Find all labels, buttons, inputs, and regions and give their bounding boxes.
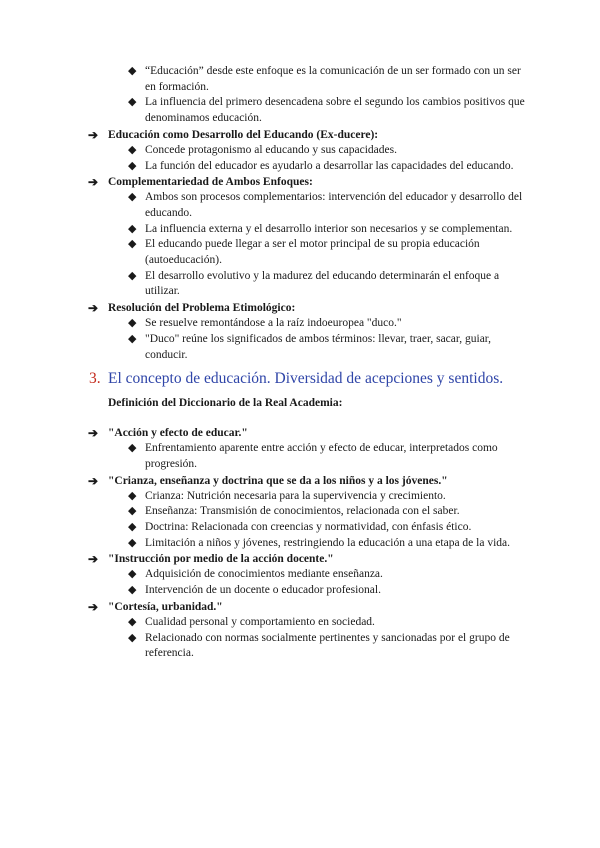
- subheading: Definición del Diccionario de la Real Academia:: [108, 397, 343, 410]
- list-item: [0, 583, 525, 599]
- diamond-bullet-icon: ◆: [128, 442, 137, 455]
- list-item: [0, 237, 525, 268]
- diamond-bullet-icon: ◆: [128, 317, 137, 330]
- diamond-bullet-icon: ◆: [128, 584, 137, 597]
- list-item: [0, 222, 525, 238]
- list-item: [0, 441, 525, 472]
- arrow-right-icon: ➔: [88, 599, 99, 614]
- diamond-bullet-icon: ◆: [128, 332, 137, 345]
- arrow-heading-text: "Cortesía, urbanidad.": [108, 600, 223, 613]
- diamond-bullet-icon: ◆: [128, 238, 137, 251]
- list-item-text: La influencia del primero desencadena sobre el segundo los cambios positivos que denominamos educación.: [145, 96, 525, 125]
- list-item: [0, 143, 525, 159]
- list-item: [0, 159, 525, 175]
- diamond-bullet-icon: ◆: [128, 505, 137, 518]
- list-item: [0, 95, 525, 126]
- list-item-text: Enfrentamiento aparente entre acción y efecto de educar, interpretados como progresión.: [145, 442, 498, 470]
- list-item: [0, 316, 525, 332]
- diamond-bullet-icon: ◆: [128, 631, 137, 644]
- list-item-text: Doctrina: Relacionada con creencias y normatividad, con énfasis ético.: [145, 521, 472, 534]
- list-item: [0, 190, 525, 221]
- list-item: [0, 631, 525, 662]
- list-item-text: Adquisición de conocimientos mediante enseñanza.: [145, 568, 383, 581]
- list-item-text: El desarrollo evolutivo y la madurez del educando determinarán el enfoque a utilizar.: [145, 269, 500, 298]
- diamond-bullet-icon: ◆: [128, 568, 137, 581]
- list-item-text: La función del educador es ayudarlo a desarrollar las capacidades del educando.: [145, 159, 514, 172]
- arrow-heading-text: "Acción y efecto de educar.": [108, 427, 248, 440]
- list-item-text: Concede protagonismo al educando y sus capacidades.: [145, 143, 397, 156]
- arrow-right-icon: ➔: [88, 473, 99, 488]
- arrow-heading: [0, 599, 528, 615]
- diamond-bullet-icon: ◆: [128, 615, 137, 628]
- arrow-heading: [0, 473, 528, 489]
- list-item-text: La influencia externa y el desarrollo interior son necesarios y se complementan.: [145, 222, 513, 235]
- diamond-bullet-icon: ◆: [128, 536, 137, 549]
- arrow-right-icon: ➔: [88, 552, 99, 567]
- list-item-text: Crianza: Nutrición necesaria para la supervivencia y crecimiento.: [145, 489, 446, 502]
- diamond-bullet-icon: ◆: [128, 269, 137, 282]
- list-item: [0, 489, 525, 505]
- arrow-heading-text: Educación como Desarrollo del Educando (Ex-ducere):: [108, 128, 379, 141]
- arrow-heading: [0, 127, 528, 143]
- list-item: [0, 64, 525, 95]
- diamond-bullet-icon: ◆: [128, 159, 137, 172]
- arrow-heading-text: Resolución del Problema Etimológico:: [108, 302, 296, 315]
- arrow-right-icon: ➔: [88, 175, 99, 190]
- arrow-heading: [0, 174, 528, 190]
- diamond-bullet-icon: ◆: [128, 65, 137, 77]
- diamond-bullet-icon: ◆: [128, 96, 137, 109]
- list-item-text: Ambos son procesos complementarios: intervención del educador y desarrollo del educando.: [145, 191, 523, 219]
- arrow-heading: [0, 551, 528, 567]
- section-title: El concepto de educación. Diversidad de acepciones y sentidos.: [108, 370, 504, 388]
- list-item-text: “Educación” desde este enfoque es la comunicación de un ser formado con un ser en formación.: [145, 65, 521, 93]
- section-heading: [0, 369, 600, 389]
- arrow-heading-text: Complementariedad de Ambos Enfoques:: [108, 176, 313, 189]
- section-number: 3.: [89, 370, 101, 388]
- list-item-text: Relacionado con normas socialmente pertinentes y sancionadas por el grupo de referencia.: [145, 631, 510, 660]
- list-item: [0, 520, 525, 536]
- diamond-bullet-icon: ◆: [128, 143, 137, 156]
- list-item: [0, 615, 525, 631]
- arrow-right-icon: ➔: [88, 301, 99, 316]
- arrow-heading-text: "Crianza, enseñanza y doctrina que se da a los niños y a los jóvenes.": [108, 474, 448, 487]
- list-item-text: Cualidad personal y comportamiento en sociedad.: [145, 615, 375, 628]
- arrow-heading: [0, 425, 528, 441]
- list-item-text: El educando puede llegar a ser el motor principal de su propia educación (autoeducación).: [145, 238, 480, 267]
- arrow-right-icon: ➔: [88, 127, 99, 142]
- diamond-bullet-icon: ◆: [128, 521, 137, 534]
- list-item-text: Enseñanza: Transmisión de conocimientos, relacionada con el saber.: [145, 505, 460, 518]
- list-item: [0, 536, 525, 552]
- arrow-right-icon: ➔: [88, 426, 99, 441]
- list-item-text: Se resuelve remontándose a la raíz indoeuropea "duco.": [145, 317, 402, 330]
- list-item-text: Limitación a niños y jóvenes, restringiendo la educación a una etapa de la vida.: [145, 536, 510, 549]
- list-item: [0, 567, 525, 583]
- diamond-bullet-icon: ◆: [128, 191, 137, 204]
- list-item: [0, 504, 525, 520]
- list-item-text: "Duco" reúne los significados de ambos términos: llevar, traer, sacar, guiar, conducir.: [145, 332, 492, 361]
- list-item-text: Intervención de un docente o educador profesional.: [145, 584, 381, 597]
- diamond-bullet-icon: ◆: [128, 222, 137, 235]
- list-item: [0, 269, 525, 300]
- diamond-bullet-icon: ◆: [128, 489, 137, 502]
- arrow-heading-text: "Instrucción por medio de la acción docente.": [108, 553, 334, 566]
- arrow-heading: [0, 300, 528, 316]
- document-page: [0, 64, 600, 662]
- list-item: [0, 332, 525, 363]
